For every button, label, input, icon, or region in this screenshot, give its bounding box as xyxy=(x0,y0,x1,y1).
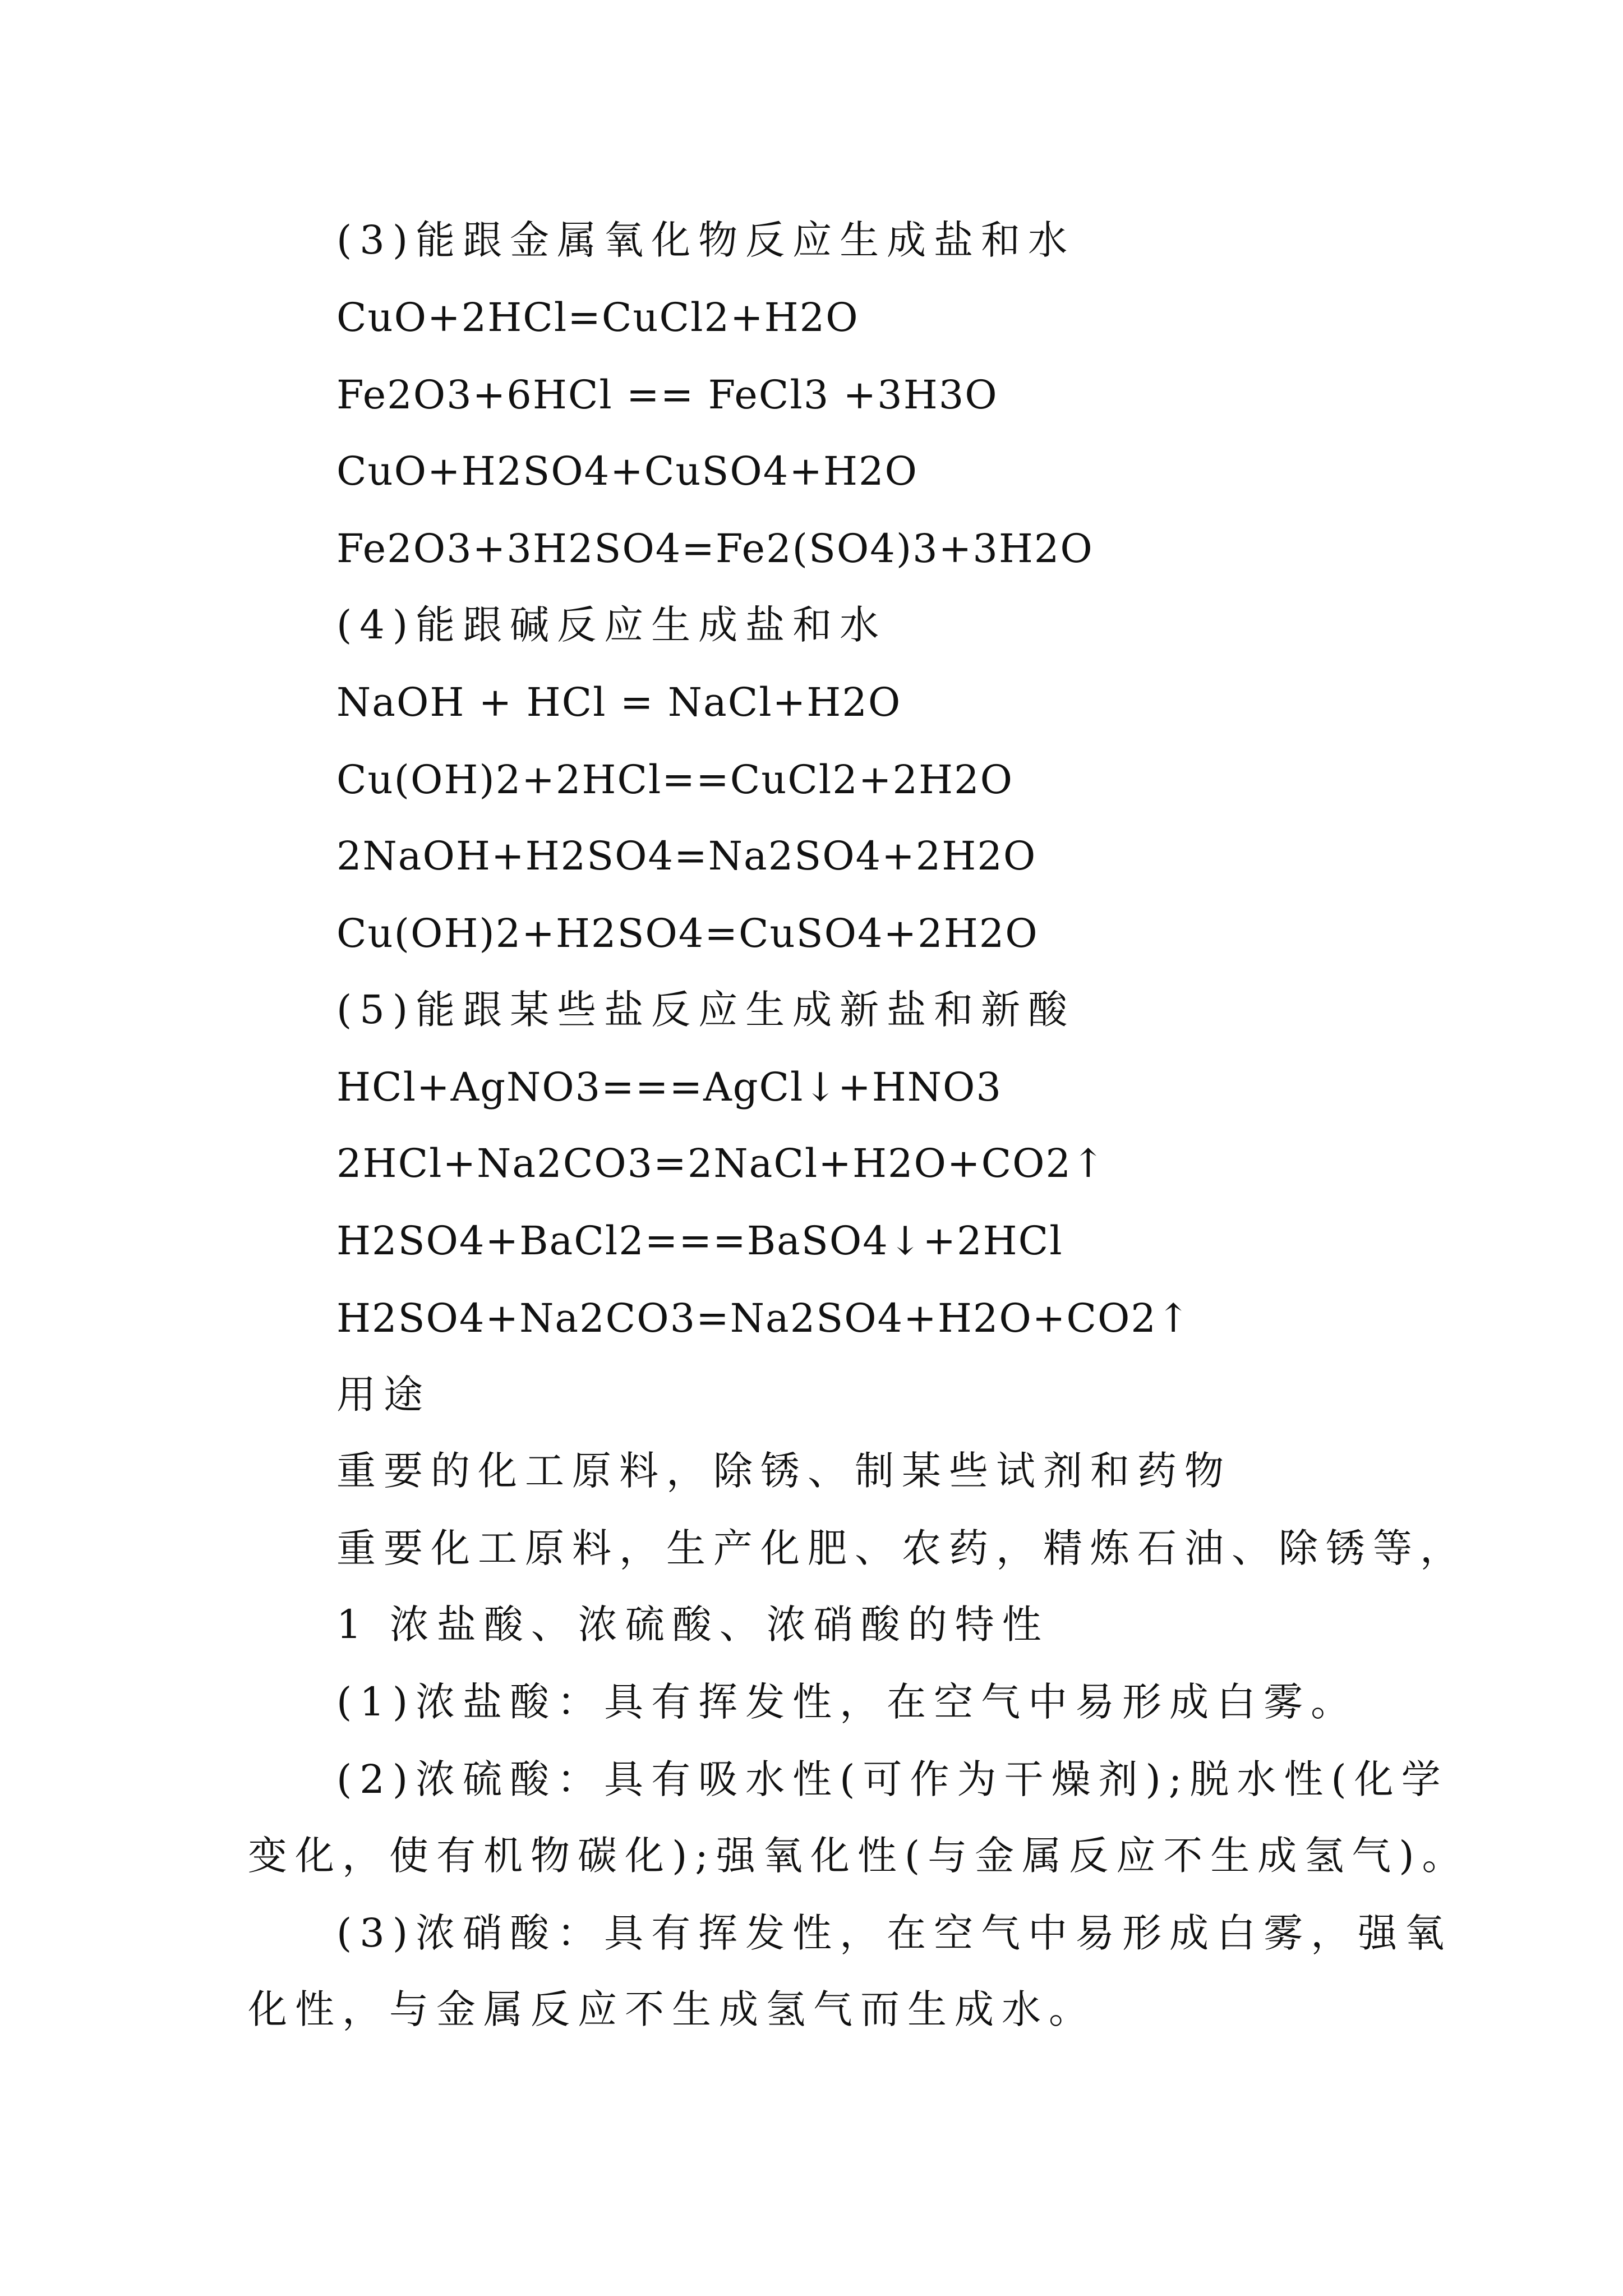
equation-line: Cu(OH)2+H2SO4=CuSO4+2H2O xyxy=(336,910,1039,956)
paragraph-line: 重要的化工原料，除锈、制某些试剂和药物 xyxy=(336,1448,1232,1494)
equation-line: Fe2O3+3H2SO4=Fe2(SO4)3+3H2O xyxy=(336,526,1094,572)
paragraph-line: 变化，使有机物碳化);强氧化性(与金属反应不生成氢气)。 xyxy=(248,1833,1469,1879)
paragraph-line: 重要化工原料，生产化肥、农药，精炼石油、除锈等， xyxy=(336,1525,1467,1571)
section-heading-1: 1 浓盐酸、浓硫酸、浓硝酸的特性 xyxy=(336,1602,1049,1648)
section-heading-5: (5)能跟某些盐反应生成新盐和新酸 xyxy=(336,987,1076,1033)
paragraph-line: (3)浓硝酸：具有挥发性，在空气中易形成白雾，强氧 xyxy=(336,1910,1453,1956)
equation-line: HCl+AgNO3===AgCl↓+HNO3 xyxy=(336,1064,1002,1110)
paragraph-line: (1)浓盐酸：具有挥发性，在空气中易形成白雾。 xyxy=(336,1679,1358,1725)
equation-line: H2SO4+Na2CO3=Na2SO4+H2O+CO2↑ xyxy=(336,1295,1191,1341)
equation-line: CuO+H2SO4+CuSO4+H2O xyxy=(336,448,918,494)
equation-line: 2NaOH+H2SO4=Na2SO4+2H2O xyxy=(336,833,1037,879)
section-heading-3: (3)能跟金属氧化物反应生成盐和水 xyxy=(336,217,1076,263)
paragraph-line: (2)浓硫酸：具有吸水性(可作为干燥剂);脱水性(化学 xyxy=(336,1756,1449,1802)
paragraph-line: 化性，与金属反应不生成氢气而生成水。 xyxy=(248,1986,1096,2032)
section-heading-4: (4)能跟碱反应生成盐和水 xyxy=(336,602,887,648)
equation-line: H2SO4+BaCl2===BaSO4↓+2HCl xyxy=(336,1218,1063,1264)
equation-line: Fe2O3+6HCl == FeCl3 +3H3O xyxy=(336,372,998,418)
equation-line: 2HCl+Na2CO3=2NaCl+H2O+CO2↑ xyxy=(336,1140,1106,1186)
equation-line: CuO+2HCl=CuCl2+H2O xyxy=(336,295,859,341)
equation-line: NaOH + HCl = NaCl+H2O xyxy=(336,679,902,725)
uses-heading: 用途 xyxy=(336,1372,431,1418)
equation-line: Cu(OH)2+2HCl==CuCl2+2H2O xyxy=(336,757,1013,803)
